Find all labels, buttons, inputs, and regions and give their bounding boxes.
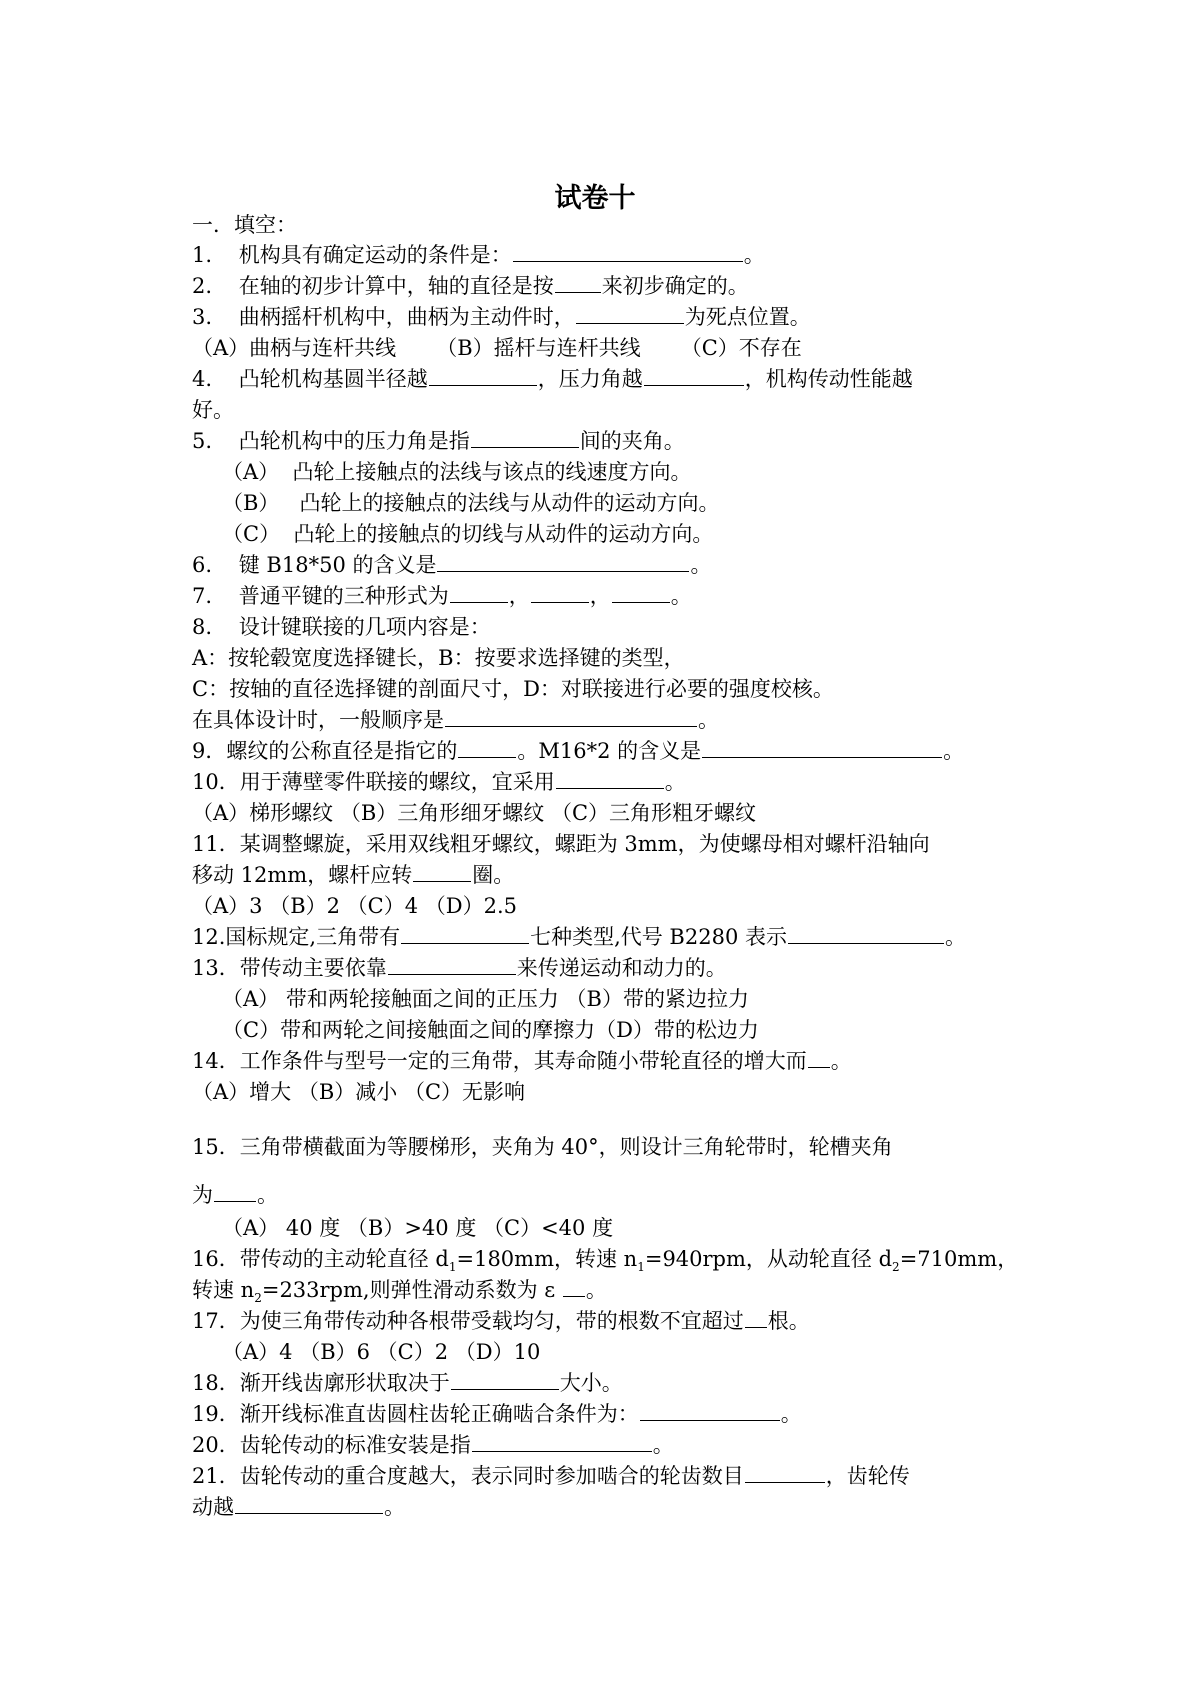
question-13 (192, 953, 727, 983)
option-c: （C）不存在 (680, 336, 802, 360)
question-10-options: （A）梯形螺纹 （B）三角形细牙螺纹 （C）三角形粗牙螺纹 (192, 801, 757, 825)
answer-blank (235, 1492, 383, 1514)
question-text: 。 (670, 584, 692, 608)
question-4 (192, 364, 913, 394)
question-text: 19．渐开线标准直齿圆柱齿轮正确啮合条件为： (192, 1402, 639, 1426)
answer-blank (640, 1399, 780, 1421)
question-text: 。 (690, 553, 712, 577)
question-text: 普通平键的三种形式为 (238, 584, 449, 608)
question-text: 。M16*2 的含义是 (517, 739, 702, 763)
question-7 (192, 581, 692, 611)
option-label: （A） (222, 460, 280, 484)
question-number: 2. (192, 274, 213, 298)
section-heading: 一．填空： (192, 213, 297, 237)
question-text: 。 (585, 1278, 607, 1302)
question-text: 17．为使三角带传动种各根带受载均匀，带的根数不宜超过 (192, 1309, 744, 1333)
question-text: 。 (652, 1433, 674, 1457)
answer-blank (472, 1430, 652, 1452)
question-21-continued (192, 1492, 405, 1522)
subscript: 2 (892, 1260, 900, 1275)
question-15-options: （A） 40 度 （B）>40 度 （C）<40 度 (222, 1216, 614, 1240)
question-12 (192, 922, 966, 952)
option-label: （B） (222, 491, 280, 515)
question-text: 13．带传动主要依靠 (192, 956, 387, 980)
answer-blank (471, 426, 579, 448)
question-text: 。 (780, 1402, 802, 1426)
question-text: 为 (192, 1183, 213, 1207)
answer-blank (745, 1461, 825, 1483)
answer-blank (401, 922, 529, 944)
page-title: 试卷十 (554, 183, 636, 214)
question-16-continued (192, 1275, 607, 1305)
question-10 (192, 767, 686, 797)
question-text: 根。 (767, 1309, 810, 1333)
answer-blank (450, 581, 508, 603)
question-text: 凸轮机构基圆半径越 (238, 367, 428, 391)
question-8 (192, 612, 491, 642)
question-text: 为死点位置。 (684, 305, 811, 329)
option-text: 凸轮上的接触点的法线与从动件的运动方向。 (299, 491, 720, 515)
subscript: 1 (448, 1260, 457, 1275)
question-18 (192, 1368, 623, 1398)
question-text: 16．带传动的主动轮直径 d (192, 1247, 449, 1271)
question-6 (192, 550, 711, 580)
question-9 (192, 736, 964, 766)
answer-blank (458, 736, 516, 758)
question-number: 7. (192, 584, 213, 608)
answer-blank (788, 922, 944, 944)
question-text: 设计键联接的几项内容是： (238, 615, 491, 639)
question-13-options-2: （C）带和两轮之间接触面之间的摩擦力（D）带的松边力 (222, 1018, 759, 1042)
answer-blank (513, 240, 743, 262)
question-number: 5. (192, 429, 213, 453)
answer-blank (451, 1368, 559, 1390)
question-4-continued: 好。 (192, 398, 234, 422)
answer-blank (429, 364, 537, 386)
answer-blank (413, 860, 471, 882)
question-text: 。 (257, 1183, 278, 1207)
question-text: 移动 12mm，螺杆应转 (192, 863, 413, 887)
question-8-line-3: C：按轴的直径选择键的剖面尺寸，D：对联接进行必要的强度校核。 (192, 677, 834, 701)
question-text: 。 (384, 1495, 405, 1519)
question-text: 圈。 (472, 863, 515, 887)
question-text: 14．工作条件与型号一定的三角带，其寿命随小带轮直径的增大而 (192, 1049, 807, 1073)
option-b: （B）摇杆与连杆共线 (436, 336, 641, 360)
question-5-option-a (222, 457, 692, 487)
question-21 (192, 1461, 910, 1491)
question-text: 。 (830, 1049, 852, 1073)
question-16 (192, 1244, 1018, 1274)
question-text: 21．齿轮传动的重合度越大，表示同时参加啮合的轮齿数目 (192, 1464, 744, 1488)
question-3-options (192, 333, 802, 363)
question-8-line-2: A：按轮毂宽度选择键长，B：按要求选择键的类型， (192, 646, 685, 670)
question-number: 3. (192, 305, 213, 329)
question-number: 4. (192, 367, 213, 391)
question-19 (192, 1399, 802, 1429)
answer-blank (612, 581, 670, 603)
question-15: 15．三角带横截面为等腰梯形，夹角为 40°，则设计三角轮带时，轮槽夹角 (192, 1135, 893, 1159)
question-20 (192, 1430, 674, 1460)
question-text: ，齿轮传 (825, 1464, 910, 1488)
question-11-continued (192, 860, 514, 890)
answer-blank (702, 736, 942, 758)
question-5 (192, 426, 685, 456)
option-text: 凸轮上的接触点的切线与从动件的运动方向。 (293, 522, 714, 546)
question-3 (192, 302, 811, 332)
question-text: ， (508, 584, 530, 608)
question-number: 8. (192, 615, 213, 639)
question-text: 曲柄摇杆机构中，曲柄为主动件时， (238, 305, 575, 329)
question-5-option-c (222, 519, 713, 549)
answer-blank (576, 302, 684, 324)
question-text: =940rpm，从动轮直径 d (644, 1247, 893, 1271)
answer-blank (563, 1275, 585, 1297)
question-text: 。 (664, 770, 686, 794)
question-14 (192, 1046, 852, 1076)
question-text: 动越 (192, 1495, 234, 1519)
question-text: 18．渐开线齿廓形状取决于 (192, 1371, 450, 1395)
question-text: 七种类型,代号 B2280 表示 (530, 925, 787, 949)
question-text: 在具体设计时，一般顺序是 (192, 708, 444, 732)
question-text: 机构具有确定运动的条件是： (238, 243, 512, 267)
question-text: 。 (698, 708, 719, 732)
question-17-options: （A）4 （B）6 （C）2 （D）10 (222, 1340, 541, 1364)
question-number: 1. (192, 243, 213, 267)
question-8-line-4 (192, 705, 719, 735)
question-text: 大小。 (559, 1371, 623, 1395)
question-text: 凸轮机构中的压力角是指 (238, 429, 470, 453)
question-text: 来传递运动和动力的。 (516, 956, 727, 980)
question-13-options-1: （A） 带和两轮接触面之间的正压力 （B）带的紧边拉力 (222, 987, 749, 1011)
question-text: 10．用于薄壁零件联接的螺纹，宜采用 (192, 770, 555, 794)
question-number: 6. (192, 553, 213, 577)
question-14-options: （A）增大 （B）减小 （C）无影响 (192, 1080, 526, 1104)
answer-blank (388, 953, 516, 975)
question-5-option-b (222, 488, 719, 518)
option-text: 凸轮上接触点的法线与该点的线速度方向。 (292, 460, 692, 484)
question-text: 。 (743, 243, 765, 267)
answer-blank (445, 705, 697, 727)
question-text: ，机构传动性能越 (744, 367, 913, 391)
question-text: =233rpm,则弹性滑动系数为 ε (261, 1278, 556, 1302)
question-text: 在轴的初步计算中，轴的直径是按 (238, 274, 554, 298)
answer-blank (745, 1306, 767, 1328)
answer-blank (808, 1046, 830, 1068)
question-text: ， (589, 584, 611, 608)
question-text: 间的夹角。 (579, 429, 685, 453)
answer-blank (644, 364, 744, 386)
question-11-options: （A）3 （B）2 （C）4 （D）2.5 (192, 894, 518, 918)
answer-blank (556, 767, 664, 789)
question-text: 来初步确定的。 (601, 274, 749, 298)
question-2 (192, 271, 749, 301)
option-label: （C） (222, 522, 281, 546)
question-text: 。 (944, 925, 966, 949)
answer-blank (555, 271, 601, 293)
question-1 (192, 240, 765, 270)
subscript: 1 (637, 1260, 645, 1275)
question-text: 转速 n (192, 1278, 255, 1302)
question-15-continued (192, 1180, 278, 1210)
question-11: 11．某调整螺旋，采用双线粗牙螺纹，螺距为 3mm，为使螺母相对螺杆沿轴向 (192, 832, 930, 856)
answer-blank (531, 581, 589, 603)
question-text: 9．螺纹的公称直径是指它的 (192, 739, 458, 763)
question-text: =180mm，转速 n (456, 1247, 638, 1271)
answer-blank (437, 550, 689, 572)
question-text: 键 B18*50 的含义是 (238, 553, 437, 577)
question-17 (192, 1306, 810, 1336)
question-text: 20．齿轮传动的标准安装是指 (192, 1433, 471, 1457)
question-text: =710mm， (899, 1247, 1019, 1271)
subscript: 2 (254, 1291, 262, 1306)
answer-blank (214, 1180, 256, 1202)
question-text: ，压力角越 (537, 367, 643, 391)
question-text: 。 (943, 739, 965, 763)
option-a: （A）曲柄与连杆共线 (192, 336, 397, 360)
question-text: 12.国标规定,三角带有 (192, 925, 401, 949)
